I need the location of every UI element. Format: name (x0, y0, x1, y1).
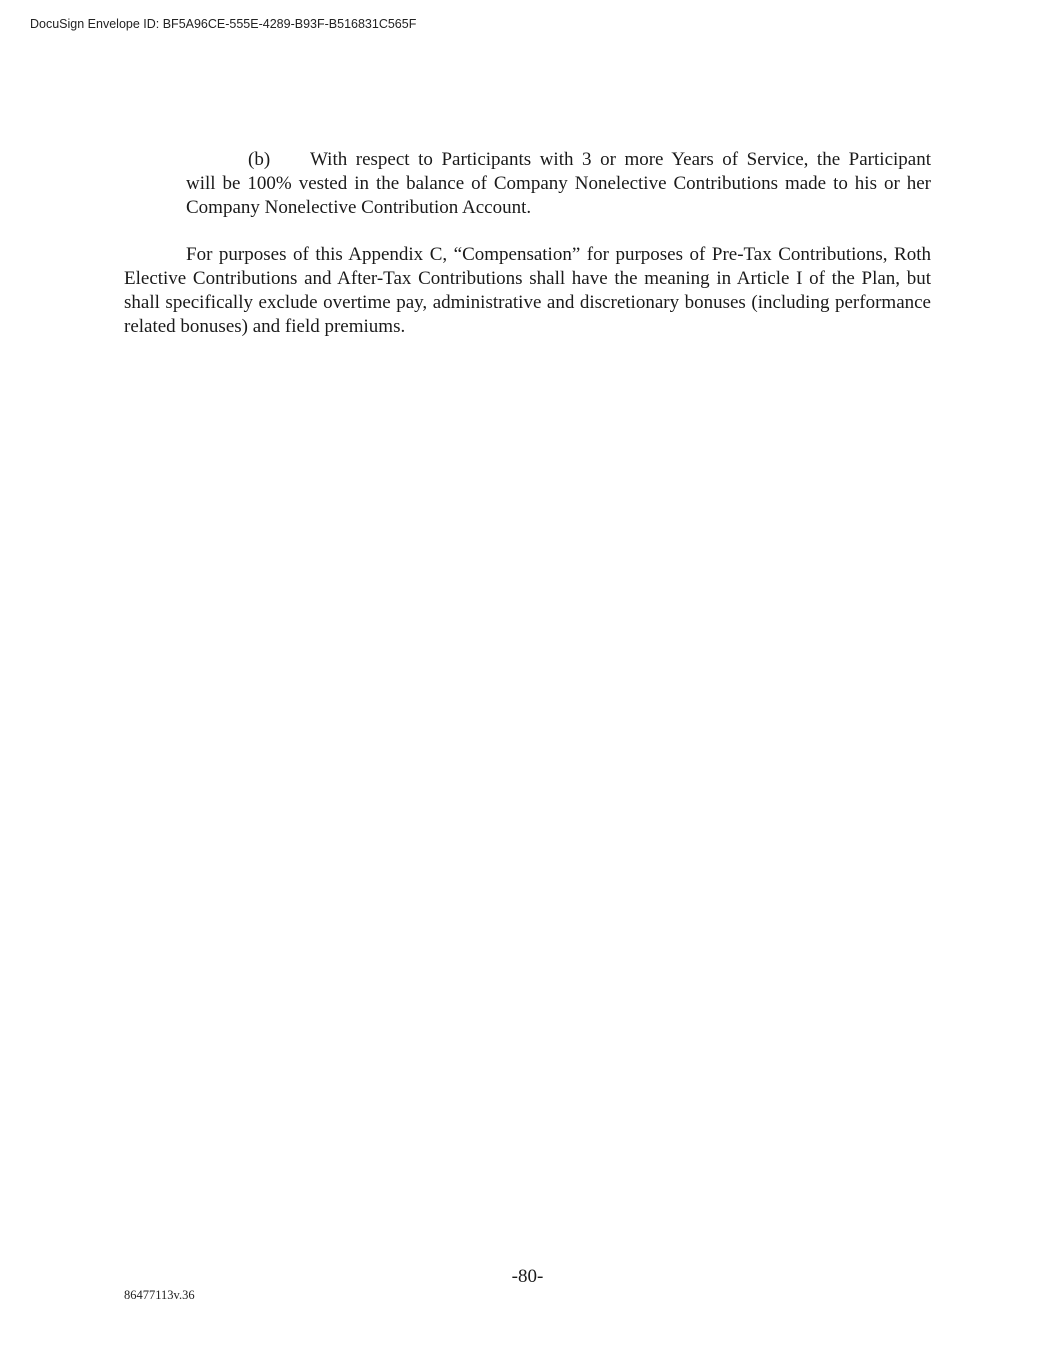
docusign-envelope-id: DocuSign Envelope ID: BF5A96CE-555E-4289-B93F-B516831C565F (30, 17, 417, 31)
compensation-paragraph: For purposes of this Appendix C, “Compensation” for purposes of Pre-Tax Contributions, Roth Elective Contributions and After-Tax Contributions shall have the meaning in Article I of the Plan, but shall specifically exclude overtime pay, administrative and discretionary bonuses (including performance related bonuses) and field premiums. (124, 244, 931, 337)
paragraph-b-label: (b) (248, 149, 271, 170)
paragraph-b-text: will be 100% vested in the balance of Company Nonelective Contributions made to his or her Company Nonelective Contribution Account. (186, 173, 931, 218)
paragraph-b-first-line (186, 148, 931, 172)
paragraph-b-first-line-text: With respect to Participants with 3 or more Years of Service, the Participant (310, 149, 931, 170)
page-number: -80- (511, 1266, 544, 1287)
paragraph-b (186, 148, 931, 220)
document-id: 86477113v.36 (124, 1288, 195, 1302)
